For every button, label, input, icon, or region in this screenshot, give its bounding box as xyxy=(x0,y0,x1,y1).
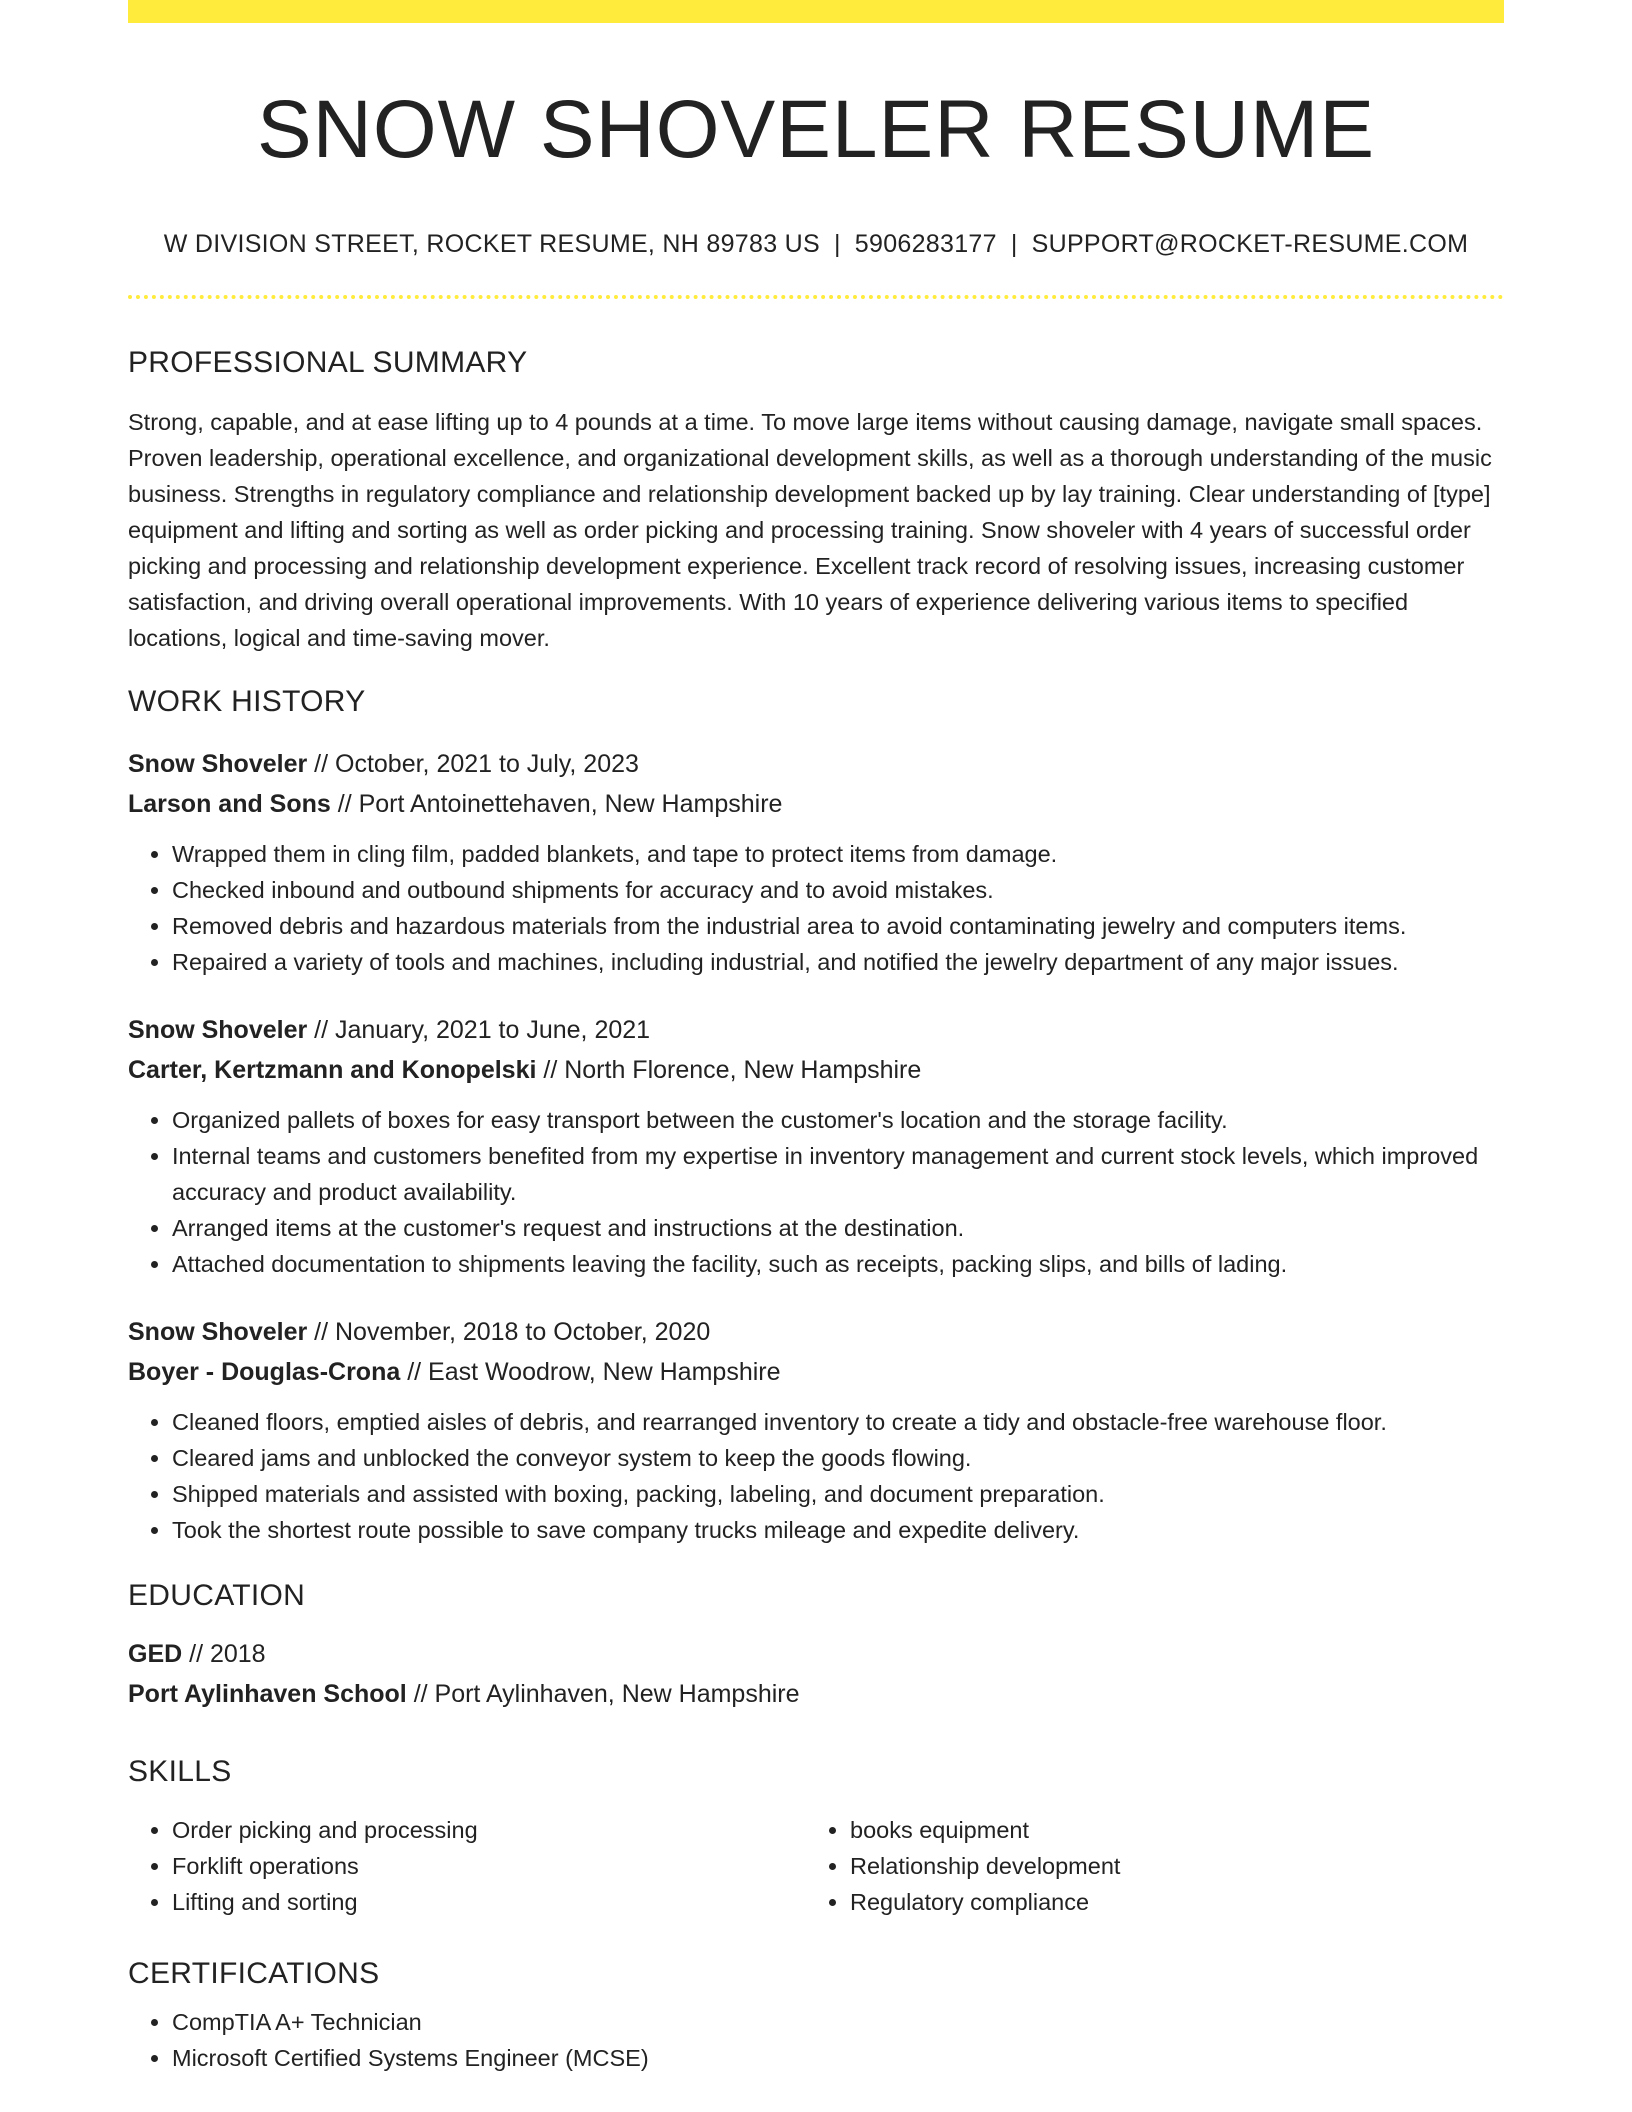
contact-address: W DIVISION STREET, ROCKET RESUME, NH 89783 US xyxy=(163,230,820,259)
resume-title: SNOW SHOVELER RESUME xyxy=(256,84,1376,175)
resume-page xyxy=(128,0,1504,2076)
job-title: Snow Shoveler xyxy=(128,1318,308,1347)
contact-line xyxy=(128,229,1504,259)
job-location: // Port Antoinettehaven, New Hampshire xyxy=(330,790,783,819)
summary-text: Strong, capable, and at ease lifting up to 4 pounds at a time. To move large items without causing damage, navigate small spaces. Proven leadership, operational excellence, and organizational development skills, as well as a thorough understanding of the music business. Strengths in regulatory compliance and relationship development backed up by lay training. Clear understanding of [type] equipment and lifting and sorting as well as order picking and processing training. Snow shoveler with 4 years of successful order picking and processing and relationship development experience. Excellent track record of resolving issues, increasing customer satisfaction, and driving overall operational improvements. With 10 years of experience delivering various items to specified locations, logical and time-saving mover. xyxy=(128,409,1492,652)
job-company-line xyxy=(128,1050,1504,1090)
contact-separator: | xyxy=(833,230,841,259)
list-item: • books equipment xyxy=(850,1812,1484,1848)
skills-list-left xyxy=(128,1812,806,1920)
list-item: • Forklift operations xyxy=(172,1848,806,1884)
job-entry xyxy=(128,744,1504,980)
list-item: • Arranged items at the customer's request and instructions at the destination. xyxy=(172,1210,1504,1246)
work-history-heading: WORK HISTORY xyxy=(128,685,366,719)
job-dates: // November, 2018 to October, 2020 xyxy=(307,1318,711,1347)
job-duties-list xyxy=(128,836,1504,980)
list-item: • Checked inbound and outbound shipments for accuracy and to avoid mistakes. xyxy=(172,872,1504,908)
job-duties-list xyxy=(128,1102,1504,1282)
education-year: // 2018 xyxy=(182,1640,266,1669)
list-item: • Cleaned floors, emptied aisles of debris, and rearranged inventory to create a tidy and obstacle-free warehouse floor. xyxy=(172,1404,1504,1440)
job-title: Snow Shoveler xyxy=(128,1016,308,1045)
education-entry xyxy=(128,1634,1504,1714)
list-item: • Repaired a variety of tools and machines, including industrial, and notified the jewelry department of any major issues. xyxy=(172,944,1504,980)
list-item: • Regulatory compliance xyxy=(850,1884,1484,1920)
list-item: • Attached documentation to shipments leaving the facility, such as receipts, packing slips, and bills of lading. xyxy=(172,1246,1504,1282)
list-item: • Removed debris and hazardous materials from the industrial area to avoid contaminating jewelry and computers items. xyxy=(172,908,1504,944)
job-entry xyxy=(128,1312,1504,1548)
list-item: • Relationship development xyxy=(850,1848,1484,1884)
job-company-line xyxy=(128,784,1504,824)
education-location: // Port Aylinhaven, New Hampshire xyxy=(406,1680,800,1709)
list-item: • Organized pallets of boxes for easy transport between the customer's location and the storage facility. xyxy=(172,1102,1504,1138)
job-title-line xyxy=(128,1312,1504,1352)
contact-separator: | xyxy=(1010,230,1018,259)
list-item: • Lifting and sorting xyxy=(172,1884,806,1920)
list-item: • Order picking and processing xyxy=(172,1812,806,1848)
summary-heading: PROFESSIONAL SUMMARY xyxy=(128,346,528,380)
contact-phone: 5906283177 xyxy=(854,230,997,259)
skills-list-right xyxy=(806,1812,1484,1920)
job-dates: // January, 2021 to June, 2021 xyxy=(307,1016,651,1045)
list-item: • Wrapped them in cling film, padded blankets, and tape to protect items from damage. xyxy=(172,836,1504,872)
list-item: • Microsoft Certified Systems Engineer (MCSE) xyxy=(172,2040,1504,2076)
job-company: Boyer - Douglas-Crona xyxy=(128,1358,401,1387)
accent-top-bar xyxy=(128,0,1504,23)
job-company-line xyxy=(128,1352,1504,1392)
education-degree-line xyxy=(128,1634,1504,1674)
job-entry xyxy=(128,1010,1504,1282)
education-school-line xyxy=(128,1674,1504,1714)
job-title-line xyxy=(128,1010,1504,1050)
skills-heading: SKILLS xyxy=(128,1755,232,1789)
contact-email: SUPPORT@ROCKET-RESUME.COM xyxy=(1031,230,1469,259)
job-title: Snow Shoveler xyxy=(128,750,308,779)
job-company: Larson and Sons xyxy=(128,790,331,819)
list-item: • Cleared jams and unblocked the conveyor system to keep the goods flowing. xyxy=(172,1440,1504,1476)
job-company: Carter, Kertzmann and Konopelski xyxy=(128,1056,537,1085)
list-item: • Shipped materials and assisted with boxing, packing, labeling, and document preparation. xyxy=(172,1476,1504,1512)
list-item: • Took the shortest route possible to save company trucks mileage and expedite delivery. xyxy=(172,1512,1504,1548)
job-title-line xyxy=(128,744,1504,784)
job-location: // North Florence, New Hampshire xyxy=(536,1056,922,1085)
education-degree: GED xyxy=(128,1640,183,1669)
job-duties-list xyxy=(128,1404,1504,1548)
dotted-divider xyxy=(128,295,1504,299)
list-item: • Internal teams and customers benefited from my expertise in inventory management and current stock levels, which improved accuracy and product availability. xyxy=(172,1138,1504,1210)
certifications-list xyxy=(128,2004,1504,2076)
job-dates: // October, 2021 to July, 2023 xyxy=(307,750,639,779)
education-heading: EDUCATION xyxy=(128,1579,306,1613)
skills-grid xyxy=(128,1812,1504,1920)
certifications-heading: CERTIFICATIONS xyxy=(128,1957,380,1991)
list-item: • CompTIA A+ Technician xyxy=(172,2004,1504,2040)
job-location: // East Woodrow, New Hampshire xyxy=(400,1358,781,1387)
education-school: Port Aylinhaven School xyxy=(128,1680,407,1709)
